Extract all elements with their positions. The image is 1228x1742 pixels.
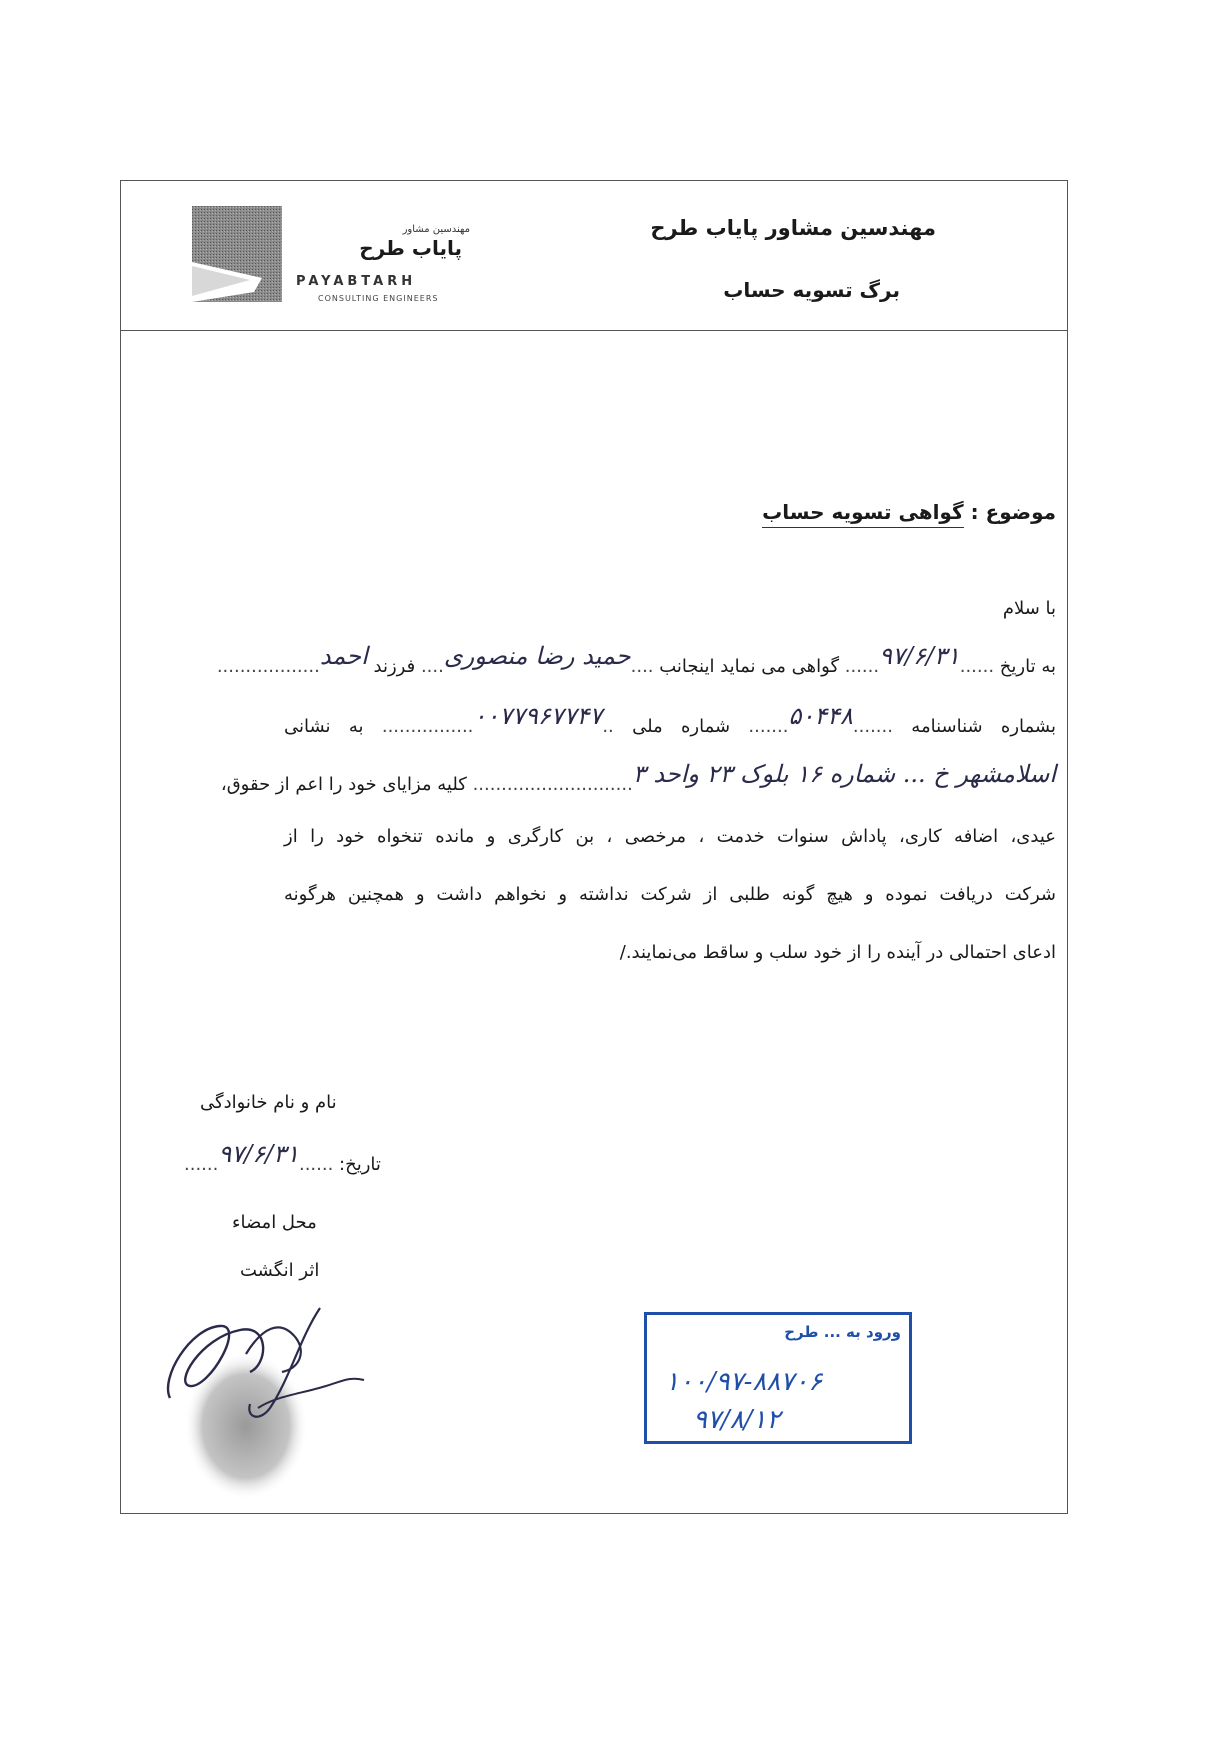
line2-text-c: به نشانی [284,716,364,737]
subject-label: موضوع : [970,500,1056,524]
greeting: با سلام [1002,598,1056,619]
stamp-number: ۱۰۰/۹۷-۸۸۷۰۶ [665,1367,823,1397]
subject-value: گواهی تسویه حساب [762,500,963,528]
line2-text-b: شماره ملی [632,716,731,737]
line3-text: کلیه مزایای خود را اعم از حقوق، [220,774,467,795]
header-divider [120,330,1068,331]
subject-line [762,500,1056,524]
employee-name-handwritten: حمید رضا منصوری [443,642,631,670]
body-line-5: شرکت دریافت نموده و هیچ گونه طلبی از شرکت نداشته و نخواهم داشت و همچنین هرگونه [284,884,1056,905]
sign-label: محل امضاء [232,1212,317,1233]
date-label: تاریخ: [339,1154,381,1175]
fingerprint-label: اثر انگشت [240,1260,320,1281]
address-handwritten: اسلامشهر خ ... شماره ۱۶ بلوک ۲۳ واحد ۳ [632,760,1056,788]
line1-text-c: فرزند [373,656,416,677]
stamp-date: ۹۷/۸/۱۲ [693,1405,781,1435]
line2-text-a: بشماره شناسنامه [911,716,1056,737]
stamp-header: ورود به ... طرح [784,1323,901,1341]
body-line-2: بشماره شناسنامه .......۵۰۴۴۸....... شماره ملی ..۰۰۷۷۹۶۷۷۴۷................ به نشانی [284,702,1056,737]
logo-en-name: PAYABTARH [296,274,417,289]
cert-date-handwritten: ۹۷/۶/۳۱ [879,642,960,670]
body-line-6: ادعای احتمالی در آینده را از خود سلب و ساقط می‌نمایند./ [619,942,1056,963]
body-line-1: به تاریخ ......۹۷/۶/۳۱...... گواهی می نماید اینجانب ....حمید رضا منصوری.... فرزند احمد.................. [216,642,1056,677]
national-id-handwritten: ۰۰۷۷۹۶۷۷۴۷ [473,702,603,730]
body-line-4: عیدی، اضافه کاری، پاداش سنوات خدمت ، مرخصی ، بن کارگری و مانده تنخواه خود را از [284,826,1056,847]
form-title: برگ تسویه حساب [723,278,900,302]
fingerprint-icon [184,1352,308,1500]
logo-text [290,224,470,310]
registry-stamp [644,1312,912,1444]
name-label: نام و نام خانوادگی [200,1092,337,1113]
logo-en-sub: CONSULTING ENGINEERS [318,294,439,303]
line1-text-a: به تاریخ [999,656,1056,677]
father-name-handwritten: احمد [319,642,368,670]
id-number-handwritten: ۵۰۴۴۸ [788,702,853,730]
handwritten-signature-icon [150,1268,410,1508]
company-name: مهندسین مشاور پایاب طرح [650,216,936,240]
logo-fa-name: پایاب طرح [359,236,462,260]
logo-fa-small: مهندسین مشاور [402,224,470,235]
signature-date-handwritten: ۹۷/۶/۳۱ [218,1140,299,1168]
line1-text-b: گواهی می نماید اینجانب [659,656,840,677]
body-line-3: اسلامشهر خ ... شماره ۱۶ بلوک ۲۳ واحد ۳............................ کلیه مزایای خود را اعم از حقوق، [220,760,1056,795]
signature-date: تاریخ: ......۹۷/۶/۳۱...... [184,1140,381,1175]
payabtarh-logo-icon [192,206,282,302]
